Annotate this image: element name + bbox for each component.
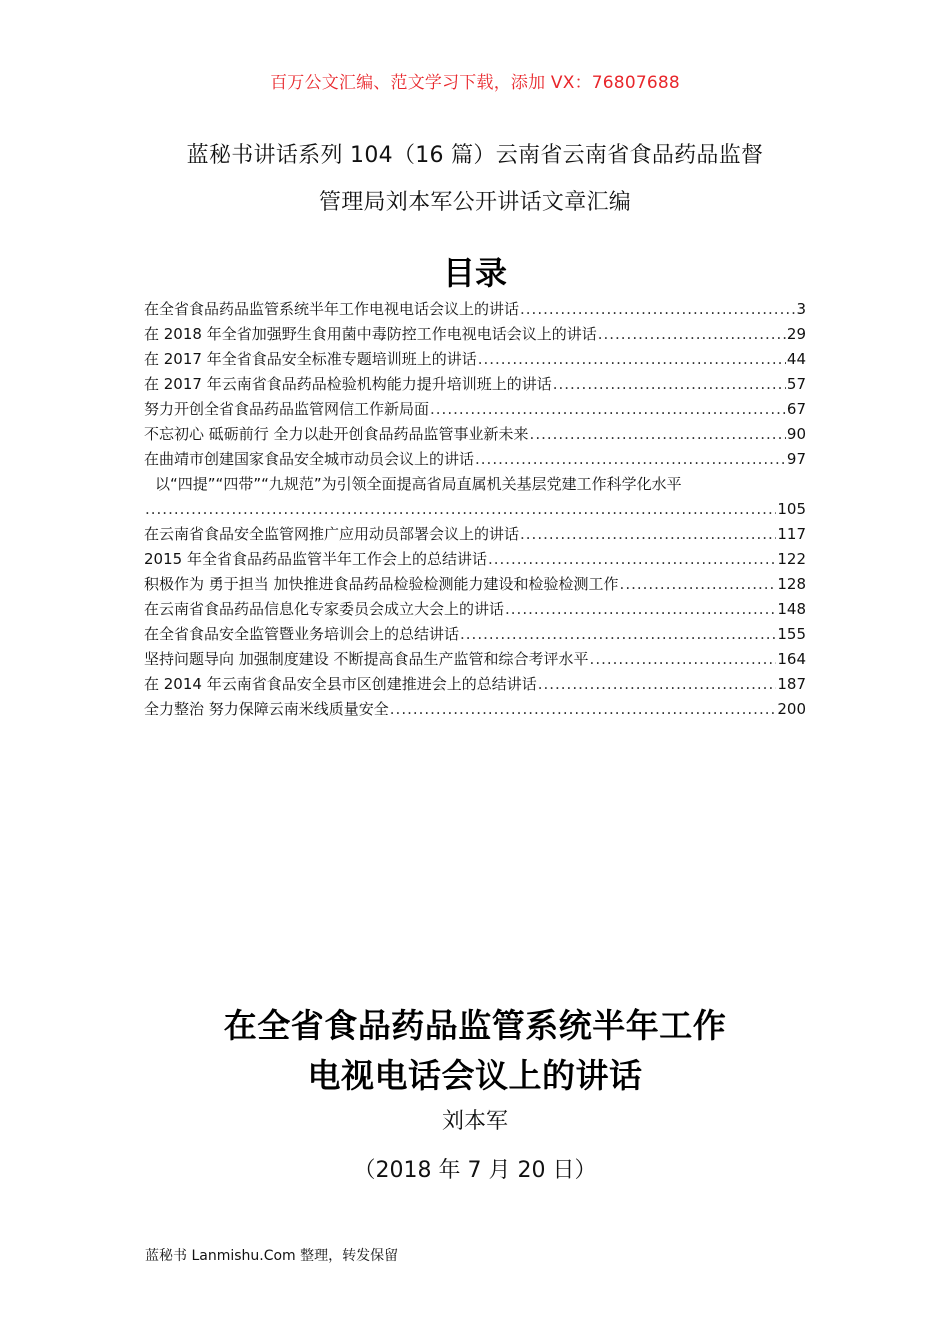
watermark-banner: 百万公文汇编、范文学习下载，添加 VX：76807688 bbox=[270, 73, 680, 93]
toc-entry[interactable] bbox=[144, 522, 806, 547]
toc-entry[interactable] bbox=[144, 422, 806, 447]
article-title-line2: 电视电话会议上的讲话 bbox=[307, 1056, 643, 1095]
toc-entry-page: 67 bbox=[786, 400, 806, 418]
toc-heading: 目录 bbox=[442, 254, 507, 292]
toc-entry-title: 在 2017 年全省食品安全标准专题培训班上的讲话 bbox=[144, 350, 477, 368]
toc-entry-title: 坚持问题导向 加强制度建设 不断提高食品生产监管和综合考评水平 bbox=[144, 650, 589, 668]
toc-entry[interactable] bbox=[144, 547, 806, 572]
toc-entry-continuation[interactable] bbox=[144, 497, 806, 522]
toc-entry-page: 97 bbox=[786, 450, 806, 468]
toc-leader-dots bbox=[145, 497, 776, 522]
article-date: （2018 年 7 月 20 日） bbox=[353, 1158, 597, 1183]
document-title-line2: 管理局刘本军公开讲话文章汇编 bbox=[318, 190, 632, 215]
toc-entry-page: 200 bbox=[777, 700, 806, 718]
toc-leader-dots bbox=[505, 597, 776, 622]
toc-leader-dots bbox=[598, 322, 786, 347]
toc-leader-dots bbox=[475, 447, 786, 472]
toc-entry-title: 全力整治 努力保障云南米线质量安全 bbox=[144, 700, 389, 718]
toc-entry[interactable] bbox=[144, 572, 806, 597]
toc-entry[interactable] bbox=[144, 397, 806, 422]
toc-entry-title: 2015 年全省食品药品监管半年工作会上的总结讲话 bbox=[144, 550, 487, 568]
toc-entry-page: 29 bbox=[786, 325, 806, 343]
toc-entry[interactable] bbox=[144, 297, 806, 322]
toc-leader-dots bbox=[390, 697, 777, 722]
toc-leader-dots bbox=[430, 397, 786, 422]
toc-entry-title: 不忘初心 砥砺前行 全力以赴开创食品药品监管事业新未来 bbox=[144, 425, 529, 443]
toc-entry-title: 以“四提”“四带”“九规范”为引领全面提高省局直属机关基层党建工作科学化水平 bbox=[155, 475, 682, 493]
toc-entry[interactable] bbox=[144, 472, 806, 497]
toc-leader-dots bbox=[460, 622, 776, 647]
toc-entry[interactable] bbox=[144, 347, 806, 372]
toc-entry-title: 在云南省食品安全监管网推广应用动员部署会议上的讲话 bbox=[144, 525, 520, 543]
toc-entry-page: 117 bbox=[777, 525, 806, 543]
document-title-line1: 蓝秘书讲话系列 104（16 篇）云南省云南省食品药品监督 bbox=[186, 143, 764, 168]
toc-leader-dots bbox=[520, 297, 795, 322]
toc-entry-page: 164 bbox=[777, 650, 806, 668]
toc-entry-page: 105 bbox=[777, 500, 806, 518]
toc-entry-page: 155 bbox=[777, 625, 806, 643]
toc-entry-title: 在 2014 年云南省食品安全县市区创建推进会上的总结讲话 bbox=[144, 675, 537, 693]
toc-entry[interactable] bbox=[144, 447, 806, 472]
article-title-line1: 在全省食品药品监管系统半年工作 bbox=[223, 1006, 727, 1045]
toc-entry-page: 44 bbox=[786, 350, 806, 368]
toc-entry[interactable] bbox=[144, 647, 806, 672]
toc-leader-dots bbox=[590, 647, 777, 672]
toc-entry-title: 在云南省食品药品信息化专家委员会成立大会上的讲话 bbox=[144, 600, 505, 618]
toc-entry-page: 187 bbox=[777, 675, 806, 693]
toc-entry-page: 148 bbox=[777, 600, 806, 618]
toc-entry-title: 在 2017 年云南省食品药品检验机构能力提升培训班上的讲话 bbox=[144, 375, 552, 393]
toc-leader-dots bbox=[530, 422, 786, 447]
article-author: 刘本军 bbox=[441, 1109, 508, 1134]
toc-leader-dots bbox=[478, 347, 786, 372]
table-of-contents bbox=[144, 297, 806, 722]
toc-entry-page: 90 bbox=[786, 425, 806, 443]
toc-leader-dots bbox=[488, 547, 776, 572]
toc-entry-page: 128 bbox=[777, 575, 806, 593]
toc-leader-dots bbox=[620, 572, 777, 597]
toc-entry[interactable] bbox=[144, 322, 806, 347]
toc-entry-page: 57 bbox=[786, 375, 806, 393]
toc-entry[interactable] bbox=[144, 597, 806, 622]
toc-entry-title: 努力开创全省食品药品监管网信工作新局面 bbox=[144, 400, 430, 418]
toc-entry-page: 3 bbox=[796, 300, 806, 318]
toc-entry[interactable] bbox=[144, 697, 806, 722]
toc-entry-title: 在曲靖市创建国家食品安全城市动员会议上的讲话 bbox=[144, 450, 475, 468]
toc-entry-title: 在全省食品安全监管暨业务培训会上的总结讲话 bbox=[144, 625, 460, 643]
toc-entry-title: 在全省食品药品监管系统半年工作电视电话会议上的讲话 bbox=[144, 300, 520, 318]
toc-entry[interactable] bbox=[144, 672, 806, 697]
toc-leader-dots bbox=[538, 672, 777, 697]
toc-entry-title: 在 2018 年全省加强野生食用菌中毒防控工作电视电话会议上的讲话 bbox=[144, 325, 597, 343]
toc-entry-title: 积极作为 勇于担当 加快推进食品药品检验检测能力建设和检验检测工作 bbox=[144, 575, 619, 593]
toc-entry[interactable] bbox=[144, 622, 806, 647]
toc-entry[interactable] bbox=[144, 372, 806, 397]
toc-leader-dots bbox=[553, 372, 786, 397]
toc-leader-dots bbox=[520, 522, 776, 547]
page-footer: 蓝秘书 Lanmishu.Com 整理，转发保留 bbox=[145, 1248, 399, 1264]
toc-entry-page: 122 bbox=[777, 550, 806, 568]
